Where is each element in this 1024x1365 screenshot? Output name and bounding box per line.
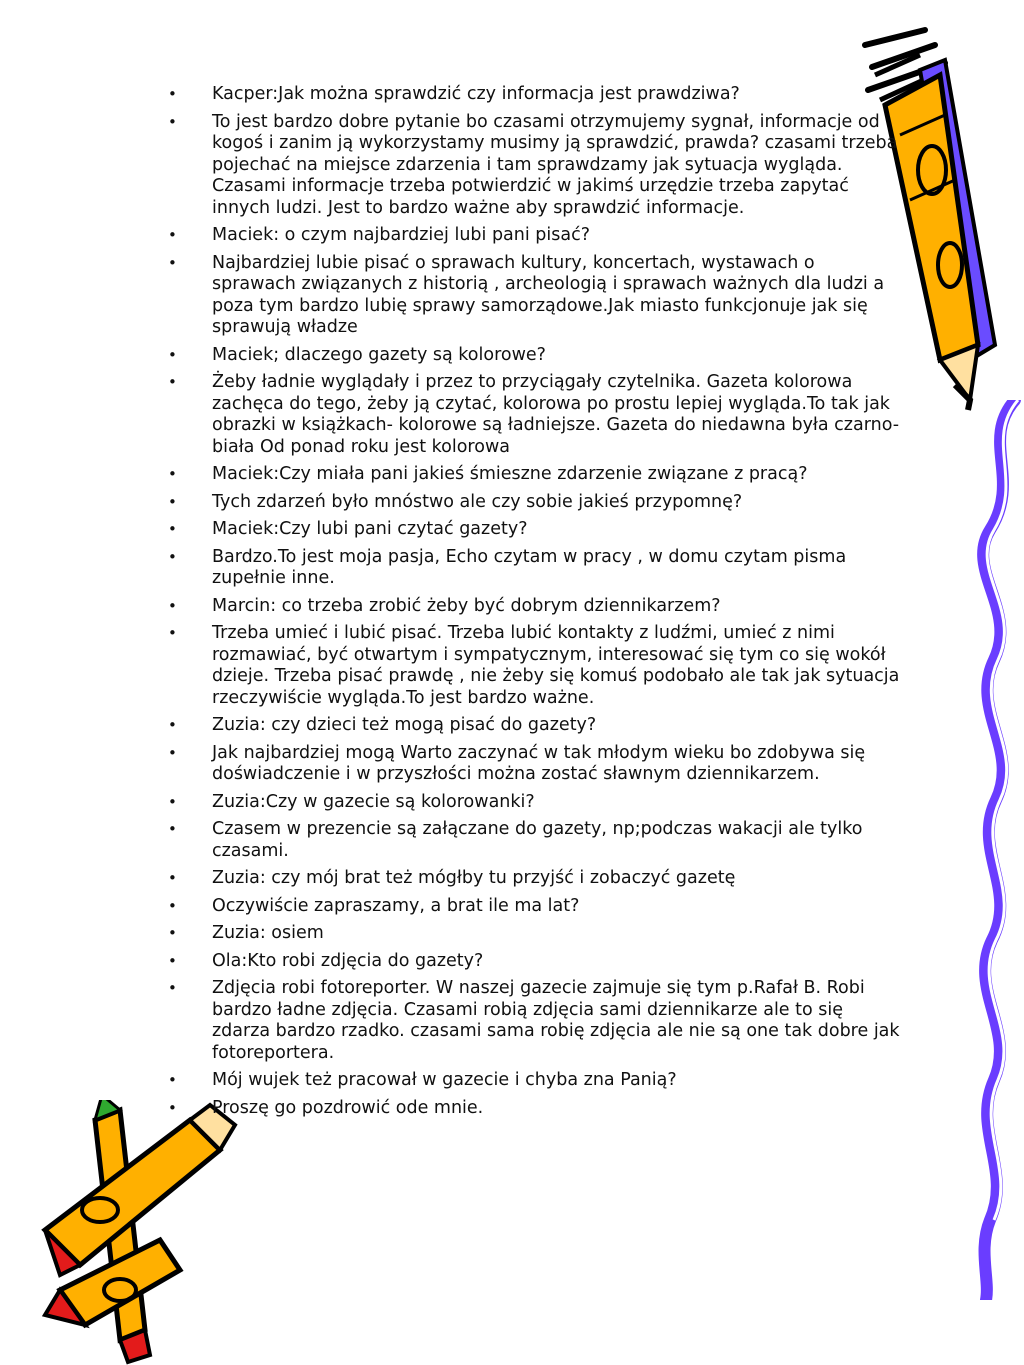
list-item: • Mój wujek też pracował w gazecie i chyba zna Panią? (160, 1070, 900, 1092)
list-item: • Zuzia:Czy w gazecie są kolorowanki? (160, 792, 900, 814)
list-item: • Maciek:Czy miała pani jakieś śmieszne zdarzenie związane z pracą? (160, 464, 900, 486)
list-item: • Jak najbardziej mogą Warto zaczynać w tak młodym wieku bo zdobywa się doświadczenie i w przyszłości można zostać sławnym dziennikarzem. (160, 743, 900, 786)
list-item: • Bardzo.To jest moja pasja, Echo czytam w pracy , w domu czytam pisma zupełnie inne. (160, 547, 900, 590)
list-item: • Ola:Kto robi zdjęcia do gazety? (160, 951, 900, 973)
list-item: • Czasem w prezencie są załączane do gazety, np;podczas wakacji ale tylko czasami. (160, 819, 900, 862)
list-item: • Żeby ładnie wyglądały i przez to przyciągały czytelnika. Gazeta kolorowa zachęca do tego, żeby ją czytać, kolorowa po prostu lepiej wygląda.To tak jak obrazki w książkach- kolorowe są ładniejsze. Gazeta do niedawna była czarno-biała Od ponad roku jest kolorowa (160, 372, 900, 458)
list-item: • Zdjęcia robi fotoreporter. W naszej gazecie zajmuje się tym p.Rafał B. Robi bardzo ładne zdjęcia. Czasami robią zdjęcia sami dziennikarze ale to się zdarza bardzo rzadko. czasami sama robię zdjęcia ale nie są one tak dobre jak fotoreportera. (160, 978, 900, 1064)
list-item: • Tych zdarzeń było mnóstwo ale czy sobie jakieś przypomnę? (160, 492, 900, 514)
list-item: • To jest bardzo dobre pytanie bo czasami otrzymujemy sygnał, informacje od kogoś i zanim ją wykorzystamy musimy ją sprawdzić, prawda? czasami trzeba pojechać na miejsce zdarzenia i tam sprawdzamy jak sytuacja wygląda. Czasami informacje trzeba potwierdzić w jakimś urzędzie trzeba zapytać innych ludzi. Jest to bardzo ważne aby sprawdzić informacje. (160, 112, 900, 220)
list-item: • Kacper:Jak można sprawdzić czy informacja jest prawdziwa? (160, 84, 900, 106)
list-item: • Proszę go pozdrowić ode mnie. (160, 1098, 900, 1120)
list-item: • Oczywiście zapraszamy, a brat ile ma lat? (160, 896, 900, 918)
list-item: • Marcin: co trzeba zrobić żeby być dobrym dziennikarzem? (160, 596, 900, 618)
list-item: • Maciek; dlaczego gazety są kolorowe? (160, 345, 900, 367)
list-item: • Zuzia: czy mój brat też mógłby tu przyjść i zobaczyć gazetę (160, 868, 900, 890)
list-item: • Trzeba umieć i lubić pisać. Trzeba lubić kontakty z ludźmi, umieć z nimi rozmawiać, być otwartym i sympatycznym, interesować się tym co się wokół dzieje. Trzeba pisać prawdę , nie żeby się komuś podobało ale tak jak sytuacja rzeczywiście wygląda.To jest bardzo ważne. (160, 623, 900, 709)
interview-bullet-list (160, 84, 900, 1125)
list-item: • Maciek:Czy lubi pani czytać gazety? (160, 519, 900, 541)
list-item: • Zuzia: osiem (160, 923, 900, 945)
wavy-line-icon (960, 400, 1024, 1300)
crossed-pencils-icon (40, 1100, 240, 1365)
list-item: • Maciek: o czym najbardziej lubi pani pisać? (160, 225, 900, 247)
list-item: • Najbardziej lubie pisać o sprawach kultury, koncertach, wystawach o sprawach związanych z historią , archeologią i sprawach ważnych dla ludzi a poza tym bardzo lubię sprawy samorządowe.Jak miasto funkcjonuje jak się sprawują władze (160, 253, 900, 339)
list-item: • Zuzia: czy dzieci też mogą pisać do gazety? (160, 715, 900, 737)
